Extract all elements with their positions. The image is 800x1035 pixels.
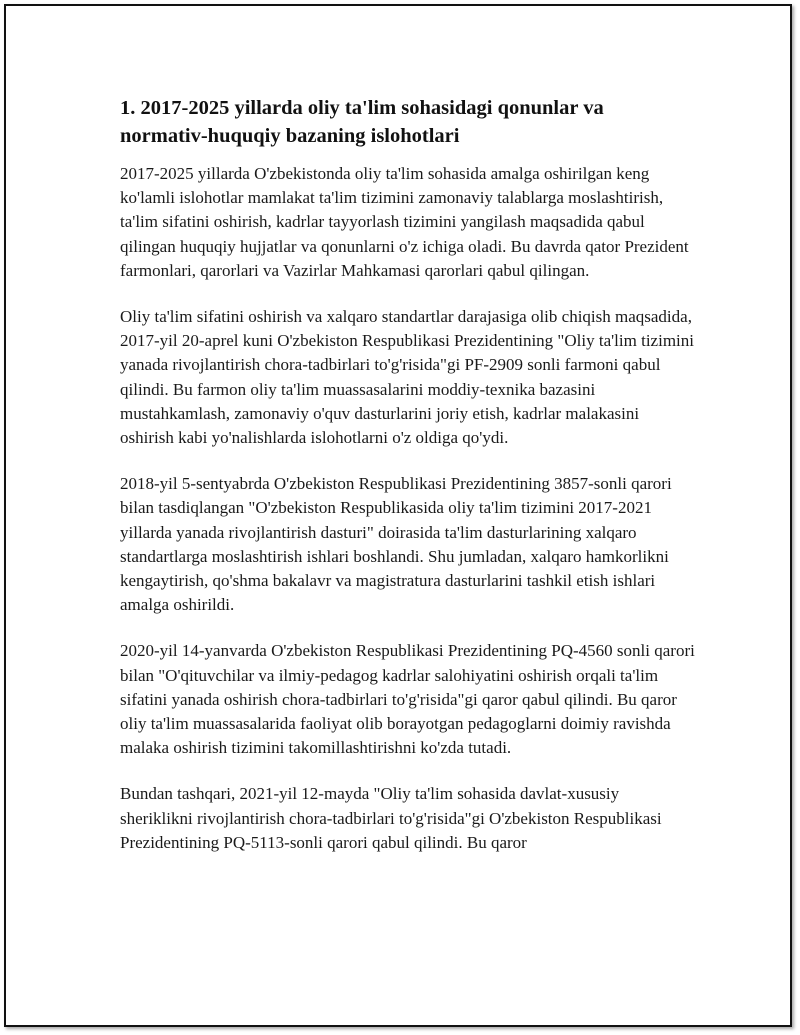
section-title: 1. 2017-2025 yillarda oliy ta'lim sohasidagi qonunlar va normativ-huquqiy bazaning islohotlari — [120, 97, 604, 147]
paragraph-4: 2020-yil 14-yanvarda O'zbekiston Respublikasi Prezidentining PQ-4560 sonli qarori bilan "O'qituvchilar va ilmiy-pedagog kadrlar salohiyatini oshirish orqali ta'lim sifatini yanada oshirish chora-tadbirlari to'g'risida"gi qaror qabul qilindi. Bu qaror oliy ta'lim muassasalarida faoliyat olib borayotgan pedagoglarni doimiy ravishda malaka oshirish tizimini takomillashtirishni ko'zda tutadi. — [120, 641, 695, 758]
paragraph-3: 2018-yil 5-sentyabrda O'zbekiston Respublikasi Prezidentining 3857-sonli qarori bilan tasdiqlangan "O'zbekiston Respublikasida oliy ta'lim tizimini 2017-2021 yillarda yanada rivojlantirish dasturi" doirasida ta'lim dasturlarining xalqaro standartlarga moslashtirish ishlari boshlandi. Shu jumladan, xalqaro hamkorlikni kengaytirish, qo'shma bakalavr va magistratura dasturlarini tashkil etish ishlari amalga oshirildi. — [120, 474, 672, 615]
paragraph-1: 2017-2025 yillarda O'zbekistonda oliy ta'lim sohasida amalga oshirilgan keng ko'lamli islohotlar mamlakat ta'lim tizimini zamonaviy talablarga moslashtirish, ta'lim sifatini oshirish, kadrlar tayyorlash tizimini yangilash maqsadida qabul qilingan huquqiy hujjatlar va qonunlarni o'z ichiga oladi. Bu davrda qator Prezident farmonlari, qarorlari va Vazirlar Mahkamasi qarorlari qabul qilingan. — [120, 164, 689, 280]
document-page — [4, 4, 792, 1027]
paragraph-2: Oliy ta'lim sifatini oshirish va xalqaro standartlar darajasiga olib chiqish maqsadida, 2017-yil 20-aprel kuni O'zbekiston Respublikasi Prezidentining "Oliy ta'lim tizimini yanada rivojlantirish chora-tadbirlari to'g'risida"gi PF-2909 sonli farmoni qabul qilindi. Bu farmon oliy ta'lim muassasalarini moddiy-texnika bazasini mustahkamlash, zamonaviy o'quv dasturlarini joriy etish, kadrlar malakasini oshirish kabi yo'nalishlarda islohotlarni o'z oldiga qo'ydi. — [120, 307, 694, 448]
paragraph-5: Bundan tashqari, 2021-yil 12-mayda "Oliy ta'lim sohasida davlat-xususiy sheriklikni rivojlantirish chora-tadbirlari to'g'risida"gi O'zbekiston Respublikasi Prezidentining PQ-5113-sonli qarori qabul qilindi. Bu qaror — [120, 784, 662, 852]
document-body — [120, 94, 695, 877]
